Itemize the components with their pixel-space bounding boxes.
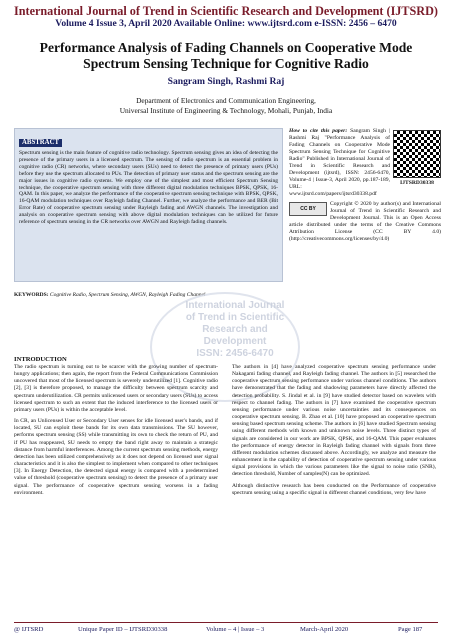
journal-header bbox=[0, 4, 452, 30]
abstract-text: Spectrum sensing is the main feature of cognitive radio technology. Spectrum sensing gives an idea of detecting the presence of the primary users in a licensed spectrum. The sensing of radio spectrum is an essential problem in cognitive radio (CR) networks, where secondary users (SUs) need to detect the presence of primary users (PUs) before they use the spectrum allocated to PUs. The detection of primary user status and the spectrum sensing are the major issues in cognitive radio systems. We employ one of the simplest and most efficient Spectrum Sensing technique, the cooperative spectrum sensing with three different digital modulation techniques BPSK, QPSK, 16-QAM. In this paper, we analyze the performance of the cooperative spectrum sensing technique with BPSK, QPSK, 16-QAM modulation techniques over Rayleigh fading Channel. Further, we analyze the performance and BER (Bit Error Rate) of cooperative spectrum sensing under Rayleigh fading and AWGN channels. The investigation and analysis on cooperative spectrum sensing with above digital modulation techniques can be utilized for future reference of spectrum sensing in the CR networks over AWGN and Rayleigh fading channels. bbox=[19, 150, 278, 226]
citation-lead: How to cite this paper: bbox=[289, 128, 348, 134]
journal-title: International Journal of Trend in Scientific Research and Development (IJTSRD) bbox=[14, 4, 438, 18]
watermark-line-3: Research and bbox=[202, 324, 268, 335]
footer-volume: Volume – 4 | Issue – 3 bbox=[206, 626, 265, 633]
keywords-text: Cognitive Radio, Spectrum Sensing, AWGN, Rayleigh Fading Channel bbox=[49, 292, 206, 298]
abstract-label: ABSTRACT bbox=[19, 139, 62, 147]
intro-paragraph-3: The authors in [4] have analyzed cooperative spectrum sensing performance under Nakagami fading channel, and Rayleigh fading channel. The authors in [5] researched the cooperative spectrum sensing performance under various channel conditions. The authors have demonstrated that the fading and shadowing parameters have directly affected the detection probability. S. Jindal et al. in [9] have studied detector based on wavelets with respect to channel fading. The authors in [7] have examined the cooperative spectrum sensing performance under various noise uncertainties and its consequences on cooperative spectrum sensing. B. Zhao et al. [10] have proposed an cooperative spectrum sensing based spectrum sensing scheme. The authors in [6] have studied Spectrum sensing using different methods with known and unknown noise levels. Three distinct types of signals are considered in our work are BPSK, QPSK, and 16-QAM. This paper evaluates the performance of energy detector in Rayleigh fading channel with signals from three different modulation schemes discussed above. Accordingly, we analyze and measure the enhancement in the capability of detection of cooperative spectrum sensing under various signal provisions in which the various parameters like the signal to noise ratio (SNR), detection threshold, Number of samples(N) can be optimized. bbox=[232, 364, 436, 478]
citation-body: Sangram Singh | Rashmi Raj "Performance Analysis of Fading Channels on Cooperative Mode Spectrum Sensing Technique for Cognitive Radio" Published in International Journal of Trend in Scientific Research and Development (ijtsrd), ISSN: 2456-6470, Volume-4 | Issue-3, April 2020, pp.187-189, URL: www.ijtsrd.com/papers/ijtsrd30338.pdf bbox=[289, 128, 390, 197]
paper-authors: Sangram Singh, Rashmi Raj bbox=[167, 76, 285, 87]
paper-affiliation bbox=[0, 96, 452, 116]
section-heading-introduction: INTRODUCTION bbox=[14, 356, 67, 363]
watermark-line-2: of Trend in Scientific bbox=[185, 312, 285, 323]
footer-page: Page 187 bbox=[398, 626, 423, 633]
copyright-notice bbox=[289, 201, 441, 243]
paper-id-label: IJTSRD30338 bbox=[400, 180, 434, 186]
journal-meta: Volume 4 Issue 3, April 2020 Available Online: www.ijtsrd.com e-ISSN: 2456 – 6470 bbox=[55, 18, 397, 29]
watermark-line-1: International Journal bbox=[185, 300, 285, 311]
affiliation-line-2: Universal Institute of Engineering & Technology, Mohali, Punjab, India bbox=[119, 106, 333, 115]
footer-journal: @ IJTSRD bbox=[14, 626, 44, 633]
intro-paragraph-2: In CR, an Unlicensed User or Secondary User senses for idle licensed user's bands, and if located, SU can exploit these bands for its own data transmissions. The SU however, performs spectrum sensing (SS) while transmitting its own to check the return of PU, and if PU has reappeared, SU needs to empty the band right away to maintain a strategic distance from harmful interferences. Among the current spectrum sensing methods, energy detection has been utilized comprehensively as it does not depend on licensed user signal characteristics and it is also the simplest to implement when compared to other techniques [3]. In Energy Detection, the detected signal energy is compared with a predetermined value of threshold (cooperative spectrum sensing) to detect the presence of a primary user signal. The performance of cooperative spectrum sensing worsens in a fading environment. bbox=[14, 418, 218, 496]
intro-paragraph-1: The radio spectrum is turning out to be scarcer with the growing number of spectrum-hungry applications; then again, the report from the Federal Communications Commission uncovered that most of the licensed spectrum is severely underutilized [1]. Cognitive radio [2], [3] is therefore proposed, to manage the difficulty between spectrum scarcity and spectrum underutilization. CR permits unlicensed users or secondary users (SUs) to access licensed spectrum to such an extent that the induced interference to the licensed users or primary users (PUs) is within the acceptable level. bbox=[14, 364, 218, 413]
cc-by-logo-icon: CC BY bbox=[289, 202, 327, 216]
affiliation-line-1: Department of Electronics and Communication Engineering, bbox=[136, 96, 316, 105]
watermark-line-5: ISSN: 2456-6470 bbox=[196, 348, 274, 359]
qr-code-icon bbox=[393, 130, 441, 178]
footer-divider bbox=[14, 622, 438, 623]
left-column bbox=[14, 356, 218, 501]
citation-box bbox=[289, 128, 441, 243]
footer-paper-id: Unique Paper ID – IJTSRD30338 bbox=[78, 626, 168, 633]
right-column bbox=[232, 364, 436, 501]
keywords-label: KEYWORDS: bbox=[14, 292, 49, 298]
intro-paragraph-4: Although distinctive research has been conducted on the Performance of cooperative spectrum sensing using a specific signal in different channel conditions, very few have bbox=[232, 482, 436, 496]
copyright-text[interactable]: Copyright © 2020 by author(s) and International Journal of Trend in Scientific Research and Development Journal. This is an Open Access article distributed under the terms of the Creative Commons Attribution License (CC BY 4.0) (http://creativecommons.org/licenses/by/4.0) bbox=[289, 201, 441, 242]
paper-title: Performance Analysis of Fading Channels on Cooperative Mode Spectrum Sensing Technique for Cognitive Radio bbox=[39, 40, 413, 71]
watermark-line-4: Development bbox=[203, 336, 267, 347]
footer-date: March-April 2020 bbox=[300, 626, 349, 633]
abstract-box bbox=[14, 128, 283, 282]
